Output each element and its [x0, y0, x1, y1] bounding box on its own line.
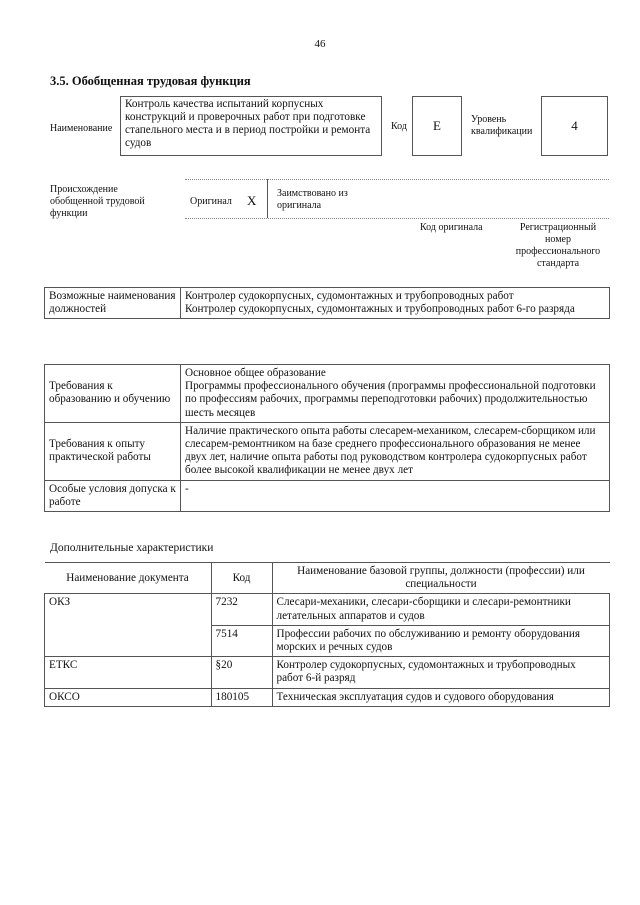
additional-table: [44, 562, 610, 707]
page-number: 46: [314, 38, 326, 50]
table-row: [45, 688, 610, 706]
reg-number-label: Регистрационный номер профессионального стандарта: [515, 222, 601, 269]
row-doc: ЕТКС: [45, 657, 212, 688]
name-value: Контроль качества испытаний корпусных конструкций и проверочных работ при подготовке стапельного места и в период постройки и ремонта судов: [120, 96, 382, 156]
origin-divider: [267, 179, 268, 218]
row-doc: ОКСО: [45, 688, 212, 706]
row-name: Техническая эксплуатация судов и судового оборудования: [272, 688, 610, 706]
experience-value: Наличие практического опыта работы слесарем-механиком, слесарем-сборщиком или слесарем-ремонтником на базе среднего профессионального образования не менее двух лет, наличие опыта работы под руководством контролера судокорпусных работ более высокой квалификации не менее двух лет: [181, 422, 610, 480]
education-item: Программы профессионального обучения (программы профессиональной подготовки по профессиям рабочих, программы переподготовки рабочих) продолжительностью шесть месяцев: [185, 380, 596, 419]
original-mark: X: [247, 193, 257, 208]
row-name: Контролер судокорпусных, судомонтажных и трубопроводных работ 6-й разряд: [272, 657, 610, 688]
row-name: Профессии рабочих по обслуживанию и ремонту оборудования морских и речных судов: [272, 625, 610, 656]
origin-label: Происхождение обобщенной трудовой функции: [50, 184, 145, 219]
origin-bottom-line: [185, 218, 609, 219]
position-item: Контролер судокорпусных, судомонтажных и трубопроводных работ: [185, 290, 514, 302]
row-code: 7232: [211, 594, 272, 625]
original-label: Оригинал: [190, 196, 232, 207]
table-row: [45, 594, 610, 625]
position-item: Контролер судокорпусных, судомонтажных и трубопроводных работ 6-го разряда: [185, 303, 575, 316]
education-label: Требования к образованию и обучению: [45, 365, 181, 423]
borrowed-label: Заимствовано из оригинала: [277, 188, 348, 211]
table-row: [45, 657, 610, 688]
row-code: 7514: [211, 625, 272, 656]
row-name: Слесари-механики, слесари-сборщики и слесари-ремонтники летательных аппаратов и судов: [272, 594, 610, 625]
header-name: Наименование базовой группы, должности (профессии) или специальности: [272, 563, 610, 594]
positions-table: [44, 287, 610, 319]
section-title: 3.5. Обобщенная трудовая функция: [50, 74, 251, 88]
header-doc: Наименование документа: [45, 563, 212, 594]
row-doc: ОКЗ: [45, 594, 212, 657]
code-original-label: Код оригинала: [420, 222, 483, 233]
additional-title: Дополнительные характеристики: [50, 542, 214, 554]
education-item: Основное общее образование: [185, 367, 326, 379]
experience-label: Требования к опыту практической работы: [45, 422, 181, 480]
row-code: 180105: [211, 688, 272, 706]
name-label: Наименование: [50, 123, 113, 134]
requirements-table: [44, 364, 610, 512]
row-code: §20: [211, 657, 272, 688]
code-label: Код: [391, 121, 407, 132]
origin-top-line: [185, 179, 609, 180]
positions-label: Возможные наименования должностей: [45, 288, 181, 319]
conditions-value: -: [181, 480, 610, 511]
level-label: Уровень квалификации: [471, 114, 533, 137]
level-value: 4: [541, 96, 608, 156]
code-value: E: [412, 96, 462, 156]
header-code: Код: [211, 563, 272, 594]
conditions-label: Особые условия допуска к работе: [45, 480, 181, 511]
